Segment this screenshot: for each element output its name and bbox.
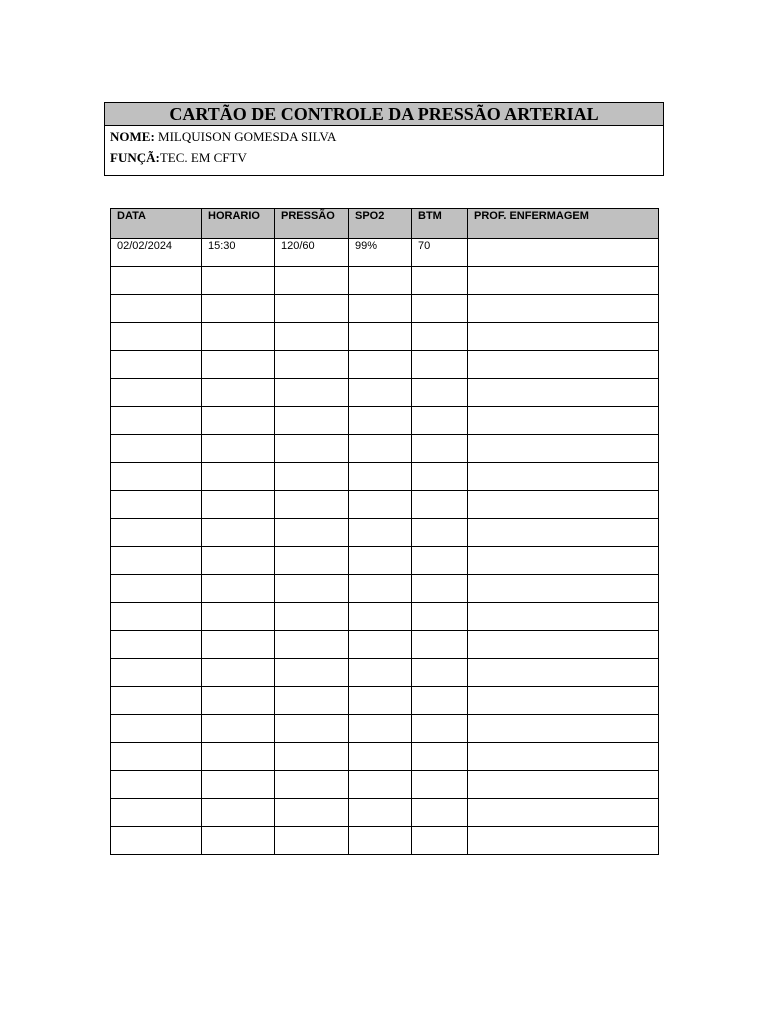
- table-cell[interactable]: [412, 715, 468, 743]
- table-row: [111, 519, 659, 547]
- table-cell[interactable]: [275, 379, 349, 407]
- table-header-row: [111, 209, 659, 239]
- table-cell[interactable]: [412, 799, 468, 827]
- table-cell[interactable]: [202, 603, 275, 631]
- table-cell[interactable]: [202, 715, 275, 743]
- table-row: [111, 659, 659, 687]
- table-row: [111, 379, 659, 407]
- column-header-horario: HORARIO: [202, 209, 275, 239]
- table-cell[interactable]: 120/60: [275, 239, 349, 267]
- table-row: [111, 715, 659, 743]
- table-row: [111, 407, 659, 435]
- table-cell[interactable]: [275, 491, 349, 519]
- table-cell[interactable]: [275, 603, 349, 631]
- table-cell[interactable]: [202, 799, 275, 827]
- table-cell[interactable]: [275, 715, 349, 743]
- table-cell[interactable]: [349, 267, 412, 295]
- table-cell[interactable]: [111, 351, 202, 379]
- table-cell[interactable]: [468, 687, 659, 715]
- table-cell[interactable]: [111, 743, 202, 771]
- table-cell[interactable]: [202, 575, 275, 603]
- table-cell[interactable]: [412, 827, 468, 855]
- table-cell[interactable]: [202, 771, 275, 799]
- table-cell[interactable]: [202, 435, 275, 463]
- table-cell[interactable]: [468, 827, 659, 855]
- table-cell[interactable]: [275, 687, 349, 715]
- table-cell[interactable]: [349, 631, 412, 659]
- table-cell[interactable]: [349, 379, 412, 407]
- table-cell[interactable]: [111, 491, 202, 519]
- table-cell[interactable]: [349, 603, 412, 631]
- table-cell[interactable]: [349, 771, 412, 799]
- table-cell[interactable]: [349, 827, 412, 855]
- table-cell[interactable]: [412, 379, 468, 407]
- table-cell[interactable]: [412, 771, 468, 799]
- table-cell[interactable]: [412, 407, 468, 435]
- table-cell[interactable]: [202, 743, 275, 771]
- table-cell[interactable]: [349, 547, 412, 575]
- page-title: CARTÃO DE CONTROLE DA PRESSÃO ARTERIAL: [105, 103, 663, 126]
- table-cell[interactable]: [111, 323, 202, 351]
- table-row: [111, 631, 659, 659]
- table-cell[interactable]: [275, 435, 349, 463]
- table-cell[interactable]: [202, 491, 275, 519]
- table-cell[interactable]: [349, 491, 412, 519]
- role-value: TEC. EM CFTV: [159, 150, 247, 165]
- table-cell[interactable]: [275, 743, 349, 771]
- table-row: [111, 575, 659, 603]
- table-cell[interactable]: [468, 631, 659, 659]
- table-cell[interactable]: [202, 463, 275, 491]
- table-row: [111, 239, 659, 267]
- table-cell[interactable]: 15:30: [202, 239, 275, 267]
- table-cell[interactable]: [412, 463, 468, 491]
- table-cell[interactable]: [468, 491, 659, 519]
- table-cell[interactable]: [412, 491, 468, 519]
- table-cell[interactable]: [111, 715, 202, 743]
- table-cell[interactable]: [275, 575, 349, 603]
- column-header-pressao: PRESSÃO: [275, 209, 349, 239]
- table-row: [111, 743, 659, 771]
- table-cell[interactable]: [275, 547, 349, 575]
- table-cell[interactable]: [202, 659, 275, 687]
- table-cell[interactable]: [202, 687, 275, 715]
- table-cell[interactable]: [275, 519, 349, 547]
- table-cell[interactable]: [349, 743, 412, 771]
- table-row: [111, 603, 659, 631]
- table-cell[interactable]: [111, 547, 202, 575]
- table-cell[interactable]: [349, 659, 412, 687]
- table-cell[interactable]: [202, 519, 275, 547]
- table-cell[interactable]: [468, 379, 659, 407]
- table-cell[interactable]: [275, 351, 349, 379]
- table-cell[interactable]: 99%: [349, 239, 412, 267]
- table-row: [111, 295, 659, 323]
- table-cell[interactable]: [468, 771, 659, 799]
- table-cell[interactable]: [275, 631, 349, 659]
- table-cell[interactable]: [349, 799, 412, 827]
- table-cell[interactable]: [111, 575, 202, 603]
- table-cell[interactable]: [468, 407, 659, 435]
- table-cell[interactable]: [275, 827, 349, 855]
- table-cell[interactable]: [468, 743, 659, 771]
- table-cell[interactable]: [202, 407, 275, 435]
- table-body: [111, 239, 659, 855]
- table-cell[interactable]: 02/02/2024: [111, 239, 202, 267]
- table-cell[interactable]: [412, 659, 468, 687]
- table-cell[interactable]: [111, 463, 202, 491]
- table-cell[interactable]: [349, 407, 412, 435]
- table-cell[interactable]: [202, 351, 275, 379]
- table-cell[interactable]: [412, 743, 468, 771]
- table-cell[interactable]: [468, 659, 659, 687]
- table-cell[interactable]: [202, 295, 275, 323]
- table-cell[interactable]: [349, 323, 412, 351]
- table-cell[interactable]: [275, 463, 349, 491]
- table-cell[interactable]: [111, 435, 202, 463]
- table-cell[interactable]: [111, 659, 202, 687]
- table-row: [111, 491, 659, 519]
- name-value: MILQUISON GOMESDA SILVA: [154, 129, 337, 144]
- table-cell[interactable]: [468, 267, 659, 295]
- table-cell[interactable]: [468, 575, 659, 603]
- table-cell[interactable]: [275, 407, 349, 435]
- table-row: [111, 435, 659, 463]
- column-header-prof-enfermagem: PROF. ENFERMAGEM: [468, 209, 659, 239]
- table-row: [111, 323, 659, 351]
- table-cell[interactable]: [111, 631, 202, 659]
- table-cell[interactable]: [468, 547, 659, 575]
- table-cell[interactable]: [275, 771, 349, 799]
- table-cell[interactable]: [275, 659, 349, 687]
- table-cell[interactable]: [202, 827, 275, 855]
- table-row: [111, 351, 659, 379]
- table-cell[interactable]: [349, 519, 412, 547]
- column-header-data: DATA: [111, 209, 202, 239]
- table-cell[interactable]: [111, 267, 202, 295]
- table-cell[interactable]: [412, 547, 468, 575]
- table-cell[interactable]: [412, 351, 468, 379]
- table-cell[interactable]: [111, 827, 202, 855]
- table-cell[interactable]: [468, 463, 659, 491]
- table-cell[interactable]: [412, 687, 468, 715]
- table-cell[interactable]: [202, 267, 275, 295]
- table-cell[interactable]: [275, 267, 349, 295]
- table-cell[interactable]: [412, 267, 468, 295]
- pressure-log-table: [110, 208, 659, 855]
- table-cell[interactable]: [202, 547, 275, 575]
- table-cell[interactable]: [202, 631, 275, 659]
- table-cell[interactable]: [202, 323, 275, 351]
- table-cell[interactable]: [468, 715, 659, 743]
- table-cell[interactable]: [412, 603, 468, 631]
- table-cell[interactable]: [412, 323, 468, 351]
- table-row: [111, 267, 659, 295]
- table-cell[interactable]: [349, 715, 412, 743]
- table-cell[interactable]: [468, 603, 659, 631]
- table-row: [111, 771, 659, 799]
- role-label: FUNÇÃ:: [110, 150, 160, 165]
- table-cell[interactable]: [349, 435, 412, 463]
- table-cell[interactable]: [349, 687, 412, 715]
- table-cell[interactable]: [468, 295, 659, 323]
- table-row: [111, 547, 659, 575]
- table-cell[interactable]: [111, 687, 202, 715]
- table-cell[interactable]: [275, 323, 349, 351]
- table-cell[interactable]: [202, 379, 275, 407]
- table-row: [111, 799, 659, 827]
- table-cell[interactable]: [111, 771, 202, 799]
- table-cell[interactable]: [412, 519, 468, 547]
- name-line: [105, 126, 663, 147]
- table-cell[interactable]: [111, 603, 202, 631]
- table-cell[interactable]: [468, 323, 659, 351]
- table-cell[interactable]: [275, 295, 349, 323]
- table-cell[interactable]: [468, 239, 659, 267]
- table-cell[interactable]: [275, 799, 349, 827]
- table-cell[interactable]: [111, 379, 202, 407]
- table-cell[interactable]: [349, 351, 412, 379]
- table-cell[interactable]: [111, 799, 202, 827]
- table-cell[interactable]: [468, 435, 659, 463]
- table-cell[interactable]: [468, 351, 659, 379]
- table-cell[interactable]: [468, 799, 659, 827]
- table-cell[interactable]: 70: [412, 239, 468, 267]
- table-cell[interactable]: [412, 575, 468, 603]
- table-cell[interactable]: [349, 295, 412, 323]
- table-cell[interactable]: [111, 407, 202, 435]
- table-cell[interactable]: [111, 295, 202, 323]
- table-cell[interactable]: [412, 631, 468, 659]
- table-row: [111, 463, 659, 491]
- table-cell[interactable]: [349, 463, 412, 491]
- role-line: [105, 147, 663, 168]
- name-label: NOME:: [110, 129, 155, 144]
- table-row: [111, 827, 659, 855]
- table-cell[interactable]: [349, 575, 412, 603]
- column-header-spo2: SPO2: [349, 209, 412, 239]
- table-cell[interactable]: [111, 519, 202, 547]
- table-cell[interactable]: [412, 295, 468, 323]
- column-header-btm: BTM: [412, 209, 468, 239]
- table-cell[interactable]: [412, 435, 468, 463]
- header-box: [104, 102, 664, 176]
- table-row: [111, 687, 659, 715]
- table-cell[interactable]: [468, 519, 659, 547]
